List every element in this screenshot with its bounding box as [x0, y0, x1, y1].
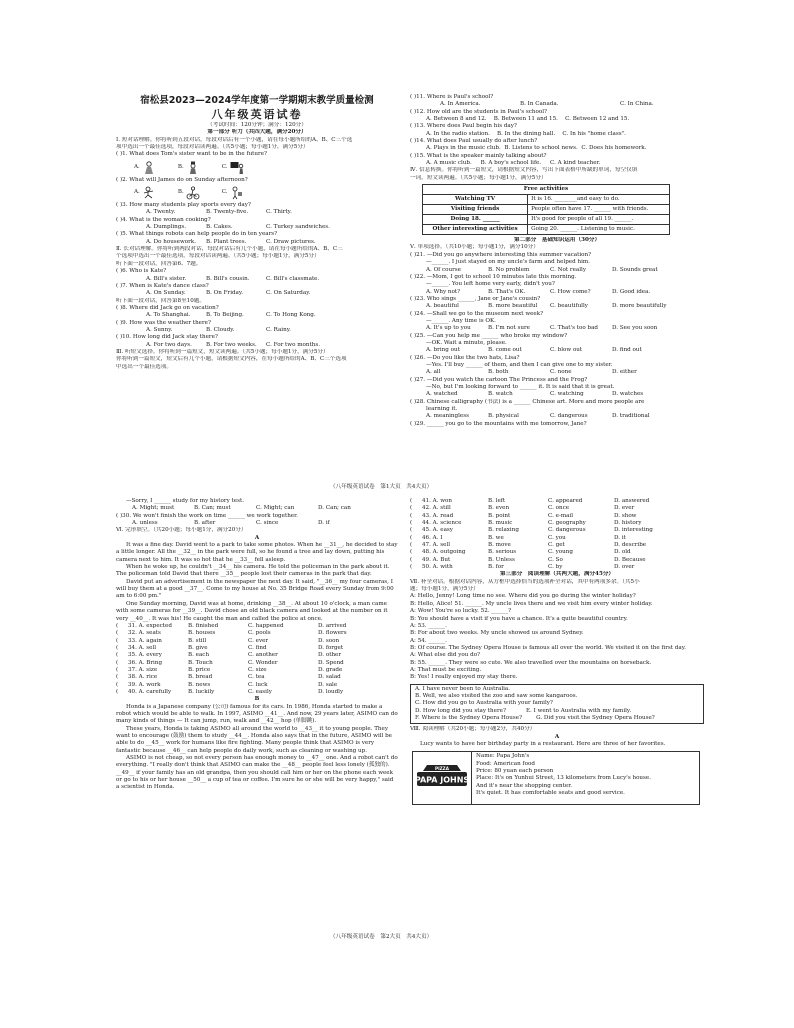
question-10: ( )10. How long did Jack stay there? [116, 334, 218, 341]
svg-text:PAPA JOHNS: PAPA JOHNS [415, 775, 469, 785]
dialog-line: A: Hello, Jenny! Long time no see. Where did you go during the winter holiday? [410, 593, 636, 600]
q2-option-a: A. [134, 186, 156, 200]
exam-subtitle: 八年级英语试卷 [211, 108, 303, 121]
passage-b-label: B [254, 696, 260, 703]
passage-a-paragraph: David put an advertisement in the newspaper the next day. It said, "__36__ my four cameras, I will buy them at a good __37__. Come to my house at No. 35 Bridge Road every Sunday from 9:00 am to 6:00 pm." [116, 578, 394, 600]
table-cell: It's good for people of all 19. ______. [528, 215, 670, 225]
question-27: ( )27. —Did you watch the cartoon The Princess and the Frog? [410, 376, 588, 383]
cloze-row: ( 39. A. work B. news C. luck D. sale [116, 681, 338, 688]
q6-option-c: C. Bill's classmate. [266, 275, 320, 282]
table-cell: It is 16. ________and easy to do. [528, 195, 670, 205]
teacher-picture-icon [230, 161, 244, 175]
column-1 [116, 94, 398, 371]
q14-option-b: B. Listens to school news. [504, 145, 578, 152]
papa-johns-info [471, 752, 655, 804]
section3-instructions: Ⅲ. 听短文选择。你将听到一篇短文，短文读两遍。（共5小题；每小题1分，满分5分） [116, 348, 329, 355]
q11-option-a: A. In America. [440, 101, 481, 108]
part2-heading: 第二部分 基础知识运用（30分） [513, 237, 601, 244]
q9-option-a: A. Sunny. [146, 326, 173, 333]
cook-picture-icon [186, 161, 200, 175]
q12-option-c: C. Between 12 and 15. [565, 116, 630, 123]
q5-options [116, 239, 398, 246]
nurse-picture-icon [142, 161, 156, 175]
cloze-row: ( 48. A. outgoing B. serious C. young D. old [410, 549, 631, 556]
q14-options [410, 145, 704, 152]
table-cell: Visiting friends [423, 205, 528, 215]
q29-response: —Sorry, I ______ study for my history test. [126, 498, 244, 504]
option: A. bring out [426, 347, 460, 354]
q7-option-a: A. On Sunday. [146, 290, 186, 297]
question-13: ( )13. Where does Paul begin his day? [410, 123, 517, 130]
q25-options [410, 347, 704, 354]
question-4: ( )4. What is the woman cooking? [116, 216, 211, 223]
option: C. Not really [550, 266, 586, 273]
section3-instructions-3: 中选出一个最佳选项。 [116, 363, 172, 370]
q9-options [116, 327, 398, 334]
option: A. Of course [426, 266, 461, 273]
question-21: ( )21. —Did you go anywhere interesting this summer vacation? [410, 251, 592, 258]
option: B. more beautiful [488, 303, 538, 310]
question-12: ( )12. How old are the students in Paul's school? [410, 108, 548, 115]
q1-picture-options [116, 159, 398, 177]
page-footer-1: （八年级英语试卷 第1大页 共4大页） [330, 484, 433, 490]
option: C. since [256, 520, 279, 527]
cloze-row: ( 38. A. rice B. bread C. tea D. salad [116, 674, 341, 681]
q10-option-a: A. For two days. [146, 341, 192, 348]
section2-instructions: Ⅱ. 长对话理解。你将听到两段对话，每段对话后有几个小题，请在每小题所给的A、B、C三 [116, 246, 343, 253]
q21-response: —______. I just stayed on my uncle's farm and helped him. [426, 259, 590, 266]
section6-instructions: Ⅵ. 完形填空。（共20小题；每小题1分，满分20分） [116, 527, 247, 534]
dialog-line: A: Wow! You're so lucky. 52. ______? [410, 608, 512, 615]
cloze-row: ( 50. A. with B. for C. by D. over [410, 564, 635, 571]
dialog-line: B: Hello, Alice! 51. ______. My uncle lives there and we visit him every winter holiday. [410, 600, 653, 607]
option-line: B. Well, we also visited the zoo and saw some kangaroos. [415, 692, 578, 699]
q13-option-c: C. In his "home class". [562, 130, 626, 137]
dialog-line: A: 54. ______. [410, 637, 447, 644]
info-line: It's quiet. It has comfortable seats and good service. [476, 790, 625, 797]
q4-option-a: A. Dumplings. [146, 224, 186, 231]
question-6: ( )6. Who is Kate? [116, 268, 167, 275]
column-4 [410, 498, 704, 805]
option: D. See you soon [612, 325, 658, 332]
q13-option-b: B. In the dining hall. [497, 130, 556, 137]
section2-sub-1: 听下面一段对话，回答第6、7题。 [116, 260, 202, 267]
q8-options [116, 312, 398, 319]
table-row [423, 215, 670, 225]
table-cell: Doing 18. ______ [423, 215, 528, 225]
option: D. Good idea. [612, 288, 651, 295]
option-line: C. How did you go to Australia with your family? [415, 700, 553, 707]
dialog-line: A: That must be exciting. [410, 666, 482, 673]
q11-option-c: C. In China. [620, 101, 654, 108]
dialog-line: A: 53. ______. [410, 622, 447, 629]
passage-a-label: A [254, 534, 260, 541]
section7-instructions: Ⅶ. 补全对话。根据对话内容，从方框中选择恰当的选项补全对话，其中有两项多余。（共5小 [410, 578, 640, 585]
cloze-b-options [410, 498, 704, 571]
cloze-a-options [116, 623, 398, 696]
option: A. Why not? [426, 288, 461, 295]
q6-option-b: B. Bill's cousin. [206, 275, 250, 282]
q27-options [410, 391, 704, 398]
option-line: A. I have never been to Australia. [415, 685, 511, 692]
dialog-line: A: What else did you do? [410, 652, 481, 659]
section5-instructions: Ⅴ. 单项选择。（共10小题；每小题1分，满分10分） [410, 244, 539, 251]
q24-response: —______. Any time is OK. [426, 317, 496, 324]
cloze-row: ( 42. A. still B. even C. once D. ever [410, 505, 635, 512]
question-14: ( )14. What does Paul usually do after lunch? [410, 138, 538, 145]
option: C. Might; can [256, 505, 295, 512]
question-26: ( )26. —Do you like the two hats, Lisa? [410, 354, 520, 361]
q24-options [410, 325, 704, 332]
q28-options [410, 413, 704, 420]
option: B. come out [488, 347, 522, 354]
option: A. all [426, 369, 441, 376]
papa-johns-logo [413, 752, 471, 804]
question-1: ( )1. What does Tom's sister want to be in the future? [116, 151, 268, 158]
q15-option-b: B. A boy's school life. [480, 160, 542, 167]
cloze-row: ( 43. A. read B. point C. e-mail D. show [410, 512, 637, 519]
q5-option-b: B. Plant trees. [206, 238, 247, 245]
reading-a-label: A [554, 733, 560, 740]
section2-instructions-2: 个选项中选出一个最佳选项，每段对话读两遍。（共5小题；每小题1分，满分5分） [116, 253, 320, 260]
exam-title: 宿松县2023—2024学年度第一学期期末教学质量检测 [140, 95, 374, 106]
cycling-picture-icon [186, 186, 200, 200]
cloze-row: ( 41. A. won B. left C. appeared D. answered [410, 498, 650, 504]
dialog-options-box [410, 684, 704, 725]
dialog-line: B: Yes! I really enjoyed my stay there. [410, 674, 518, 681]
passage-a-paragraph: One Sunday morning, David was at home, drinking __38__. At about 10 o'clock, a man came with some cameras for __39__. David chose an old black camera and looked at the number on it very __40__. It was his! He caught the man and called the police at once. [116, 600, 388, 622]
option: A. It's up to you [426, 325, 471, 332]
q4-options [116, 224, 398, 231]
cloze-row: ( 46. A. I B. we C. you D. it [410, 534, 626, 541]
shopping-picture-icon [230, 186, 244, 200]
q6-options [116, 276, 398, 283]
option: D. Can; can [318, 505, 351, 512]
svg-text:PIZZA: PIZZA [435, 766, 449, 772]
question-5: ( )5. What things robots can help people do in ten years? [116, 231, 278, 238]
option: A. Might; must [132, 505, 175, 512]
option-line: F. Where is the Sydney Opera House? G. Did you visit the Sydney Opera House? [415, 714, 655, 721]
question-23: ( )23. Who sings ______, Jane or Jane's cousin? [410, 295, 541, 302]
cloze-row: ( 31. A. expected B. finished C. happened D. arrived [116, 622, 347, 629]
q13-options [410, 131, 704, 138]
option: C. watching [550, 391, 584, 398]
passage-b-paragraph: ASIMO is not cheap, so not every person has enough money to __47__ one. And a robot can't do everything. "I really don't think that ASIMO can make the __48__ people feel less lonely (孤独的). __49__ if your family has an old grandpa, then you should call him or her on the phone each week or go to his or her house __50__ a cup of tea or coffee. I'm sure he or she will be very happy," said a scientist in Honda. [116, 755, 398, 791]
section4-instructions: Ⅳ. 信息转换。你将听到一篇短文，请根据短文内容，写出下面表格中所缺的单词，每空仅填 [410, 167, 638, 174]
option: D. either [612, 369, 637, 376]
table-cell: Other interesting activities [423, 225, 528, 235]
passage-a-paragraph: When he woke up, he couldn't __34__ his camera. He told the policeman in the park about it. The policeman told David that there __35__ people lost their cameras in the park that day. [116, 564, 390, 578]
page-footer-2: （八年级英语试卷 第2大页 共4大页） [330, 934, 433, 940]
q15-option-a: A. A music club. [426, 160, 472, 167]
cloze-row: ( 47. A. sell B. move C. get D. describe [410, 542, 647, 549]
option: B. physical [488, 413, 519, 420]
q3-option-a: A. Twenty. [146, 209, 176, 216]
option: D. find out [612, 347, 642, 354]
cloze-row: ( 37. A. size B. price C. size D. grade [116, 666, 343, 673]
q15-options [410, 160, 704, 167]
option: D. traditional [612, 413, 650, 420]
q5-option-c: C. Draw pictures. [266, 238, 316, 245]
option: B. after [194, 520, 216, 527]
table-cell: Going 20. ______. Listening to music. [528, 225, 670, 235]
q8-option-a: A. To Shanghai. [146, 312, 191, 319]
cloze-row: ( 45. A. easy B. relaxing C. dangerous D. interesting [410, 527, 653, 534]
dialog-line: B: Of course. The Sydney Opera House is famous all over the world. We visited it on the first day. [410, 644, 686, 651]
question-25: ( )25. —Can you help me ______ who broke my window? [410, 332, 568, 339]
question-2: ( )2. What will James do on Sunday afternoon? [116, 176, 248, 183]
q13-option-a: A. In the radio station. [426, 130, 490, 137]
table-row [423, 225, 670, 235]
q11-options [410, 101, 704, 108]
q22-options [410, 289, 704, 296]
option: D. watches [612, 391, 644, 398]
question-15: ( )15. What is the speaker mainly talking about? [410, 152, 547, 159]
option: A. watched [426, 391, 458, 398]
q3-option-b: B. Twenty-five. [206, 209, 249, 216]
q11-option-b: B. In Canada. [520, 101, 559, 108]
q9-option-c: C. Rainy. [266, 326, 291, 333]
option: C. none [550, 369, 572, 376]
question-11: ( )11. Where is Paul's school? [410, 94, 494, 100]
papa-johns-card [412, 751, 700, 805]
info-line: Food: American food [476, 760, 535, 767]
q2-picture-options [116, 184, 398, 202]
question-22: ( )22. —Mom, I got to school 10 minutes late this morning. [410, 273, 577, 280]
q8-option-c: C. To Hong Kong. [266, 312, 316, 319]
option: B. That's OK. [488, 288, 526, 295]
option: C. That's too bad [550, 325, 598, 332]
skating-picture-icon [142, 186, 156, 200]
q1-option-c: C. [222, 161, 244, 175]
q23-options [410, 303, 704, 310]
q14-option-c: C. Does his homework. [581, 145, 647, 152]
table-cell: People often have 17. ______ with friends. [528, 205, 670, 215]
option: B. Can; must [194, 505, 231, 512]
cloze-row: ( 44. A. science B. music C. geography D. history [410, 520, 642, 527]
q7-options [116, 290, 398, 297]
option-line: D. How long did you stay there? E. I went to Australia with my family. [415, 707, 632, 714]
table-row [423, 195, 670, 205]
section8-instructions: Ⅷ. 阅读理解（共20小题；每小题2分，共40分） [410, 726, 536, 733]
q26-options [410, 369, 704, 376]
q10-options [116, 342, 398, 349]
option: D. if [318, 520, 330, 527]
papa-johns-logo-icon [415, 761, 469, 795]
q10-option-c: C. For two months. [266, 341, 320, 348]
table-cell: Watching TV [423, 195, 528, 205]
cloze-row: ( 36. A. Bring B. Touch C. Wonder D. Spend [116, 659, 344, 666]
section4-instructions-2: 一词。短文读两遍。（共5小题；每小题1分，满分5分） [410, 174, 547, 181]
q25-response: —OK. Wait a minute, please. [426, 339, 507, 346]
column-2 [410, 94, 704, 428]
q10-option-b: B. For two weeks. [206, 341, 257, 348]
section7-instructions-2: 题；每小题1分，满分5分） [410, 586, 479, 593]
table-header: Free activities [423, 185, 670, 195]
info-line: And it's near the shopping center. [476, 782, 573, 789]
q30-options [116, 520, 398, 527]
cloze-row: ( 40. A. carefully B. luckily C. easily D. loudly [116, 688, 344, 695]
q26-response: —Yes. I'll buy ______ of them, and then I can give one to my sister. [426, 361, 613, 368]
passage-a-paragraph: It was a fine day. David went to a park to take some photos. When he __31__, he decided to stay a little longer. All the __32__ in the park were full, so he found a tree and lay down, putting his camera next to him. It was so hot that he __33__ fell asleep. [116, 542, 398, 563]
option: A. beautiful [426, 303, 459, 310]
info-line: Name: Papa John's [476, 753, 530, 760]
q12-options [410, 116, 704, 123]
dialog-line: B: 55. ______. They were so cute. We also travelled over the mountains on horseback. [410, 659, 652, 666]
option: B. I'm not sure [488, 325, 530, 332]
cloze-row: ( 33. A. again B. still C. ever D. soon [116, 637, 340, 644]
info-line: Price: 80 yuan each person [476, 768, 554, 775]
column-3 [116, 498, 398, 792]
q7-option-b: B. On Friday. [206, 290, 244, 297]
question-29: ( )29. ______ you go to the mountains with me tomorrow, Jane? [410, 420, 587, 427]
section1-instructions: Ⅰ. 短对话理解。你将听到五段对话，每段对话后有一个小题，请在每小题所给的A、B、C三个选 [116, 136, 353, 143]
option: C. blow out [550, 347, 583, 354]
option: C. How come? [550, 288, 591, 295]
q3-option-c: C. Thirty. [266, 209, 292, 216]
option: A. unless [132, 520, 158, 527]
cloze-row: ( 35. A. every B. each C. another D. other [116, 652, 342, 659]
q12-option-a: A. Between 8 and 12. [426, 116, 487, 123]
q2-option-b: B. [178, 186, 200, 200]
q22-response: —______. You left home very early, didn't you? [426, 281, 555, 288]
q28-continued: learning it. [426, 406, 458, 413]
question-8: ( )8. Where did Jack go on vacation? [116, 304, 219, 311]
q27-response: —No, but I'm looking forward to ______ it. It is said that it is great. [426, 384, 615, 390]
option: C. dangerous [550, 413, 588, 420]
part1-heading: 第一部分 听力（共四大题，满分20分） [207, 129, 307, 136]
q29-options [116, 505, 398, 512]
q2-option-c: C. [222, 186, 244, 200]
question-28: ( )28. Chinese calligraphy (书法) is a ______ Chinese art. More and more people are [410, 398, 645, 405]
q8-option-b: B. To Beijing. [206, 312, 244, 319]
q1-option-b: B. [178, 161, 200, 175]
q7-option-c: C. On Saturday. [266, 290, 311, 297]
option: A. meaningless [426, 413, 469, 420]
section1-instructions-2: 项中选出一个最佳选项，每段对话读两遍。（共5小题；每小题1分，满分5分） [116, 144, 309, 151]
question-9: ( )9. How was the weather there? [116, 319, 211, 326]
question-7: ( )7. When is Kate's dance class? [116, 282, 209, 289]
reading-a-intro: Lucy wants to have her birthday party in a restaurant. Here are three of her favorites. [420, 741, 666, 747]
option: C. beautifully [550, 303, 588, 310]
activities-table [422, 184, 670, 235]
exam-info: （考试时间：120分钟；满分：120分） [207, 122, 307, 128]
option: B. both [488, 369, 509, 376]
q1-option-a: A. [134, 161, 156, 175]
section3-instructions-2: 你将听到一篇短文，短文后有几个小题，请根据短文内容，在每小题所给的A、B、C三个选项 [116, 356, 347, 363]
passage-b-paragraph: These years, Honda is taking ASIMO all around the world to __43__ it to young people. They want to encourage (鼓励) them to study __44__. Honda also says that in the future, ASIMO will be able to do __45__ work for humans like fire fighting. Many people think that ASIMO is very fantastic because __46__ can help people do daily work, such as cleaning or washing up. [116, 725, 392, 754]
question-30: ( )30. We won't finish the work on time ______ we work together. [116, 512, 298, 519]
q3-options [116, 209, 398, 216]
dialog-line: B: For about two weeks. My uncle showed us around Sydney. [410, 630, 584, 637]
question-3: ( )3. How many students play sports every day? [116, 202, 251, 209]
option: B. No problem [488, 266, 530, 273]
option: D. more beautifully [612, 303, 667, 310]
q15-option-c: C. A kind teacher. [550, 160, 601, 167]
q9-option-b: B. Cloudy. [206, 326, 235, 333]
part3-heading: 第三部分 阅读理解（共两大题，满分45分） [499, 571, 615, 578]
dialog-line: B: You should have a visit if you have a chance. It's a quite beautiful country. [410, 615, 628, 622]
q12-option-b: B. Between 11 and 15. [493, 116, 558, 123]
option: D. Sounds great [612, 266, 658, 273]
table-row [423, 205, 670, 215]
question-24: ( )24. —Shall we go to the museum next week? [410, 310, 544, 317]
option: B. watch [488, 391, 513, 398]
section2-sub-2: 听下面一段对话，回答第8至10题。 [116, 297, 205, 304]
q4-option-b: B. Cakes. [206, 224, 233, 231]
q21-options [410, 267, 704, 274]
q14-option-a: A. Plays in the music club. [426, 145, 501, 152]
cloze-row: ( 49. A. But B. Unless C. So D. Because [410, 556, 646, 563]
q4-option-c: C. Turkey sandwiches. [266, 224, 330, 231]
cloze-row: ( 34. A. sell B. give C. find D. forget [116, 644, 344, 651]
cloze-row: ( 32. A. seats B. houses C. pools D. flowers [116, 630, 347, 637]
q6-option-a: A. Bill's sister. [146, 275, 187, 282]
info-line: Place: It's on Yunhui Street, 13 kilometers from Lucy's house. [476, 775, 651, 782]
q5-option-a: A. Do housework. [146, 238, 196, 245]
passage-b-paragraph: Honda is a Japanese company (公司) famous for its cars. In 1986, Honda started to make a robot which would be able to walk. In 1997, ASIMO __41__. And now, 29 years later, ASIMO can do many kinds of things — It can jump, run, walk and __42__ hop (单脚跳). [116, 703, 398, 725]
